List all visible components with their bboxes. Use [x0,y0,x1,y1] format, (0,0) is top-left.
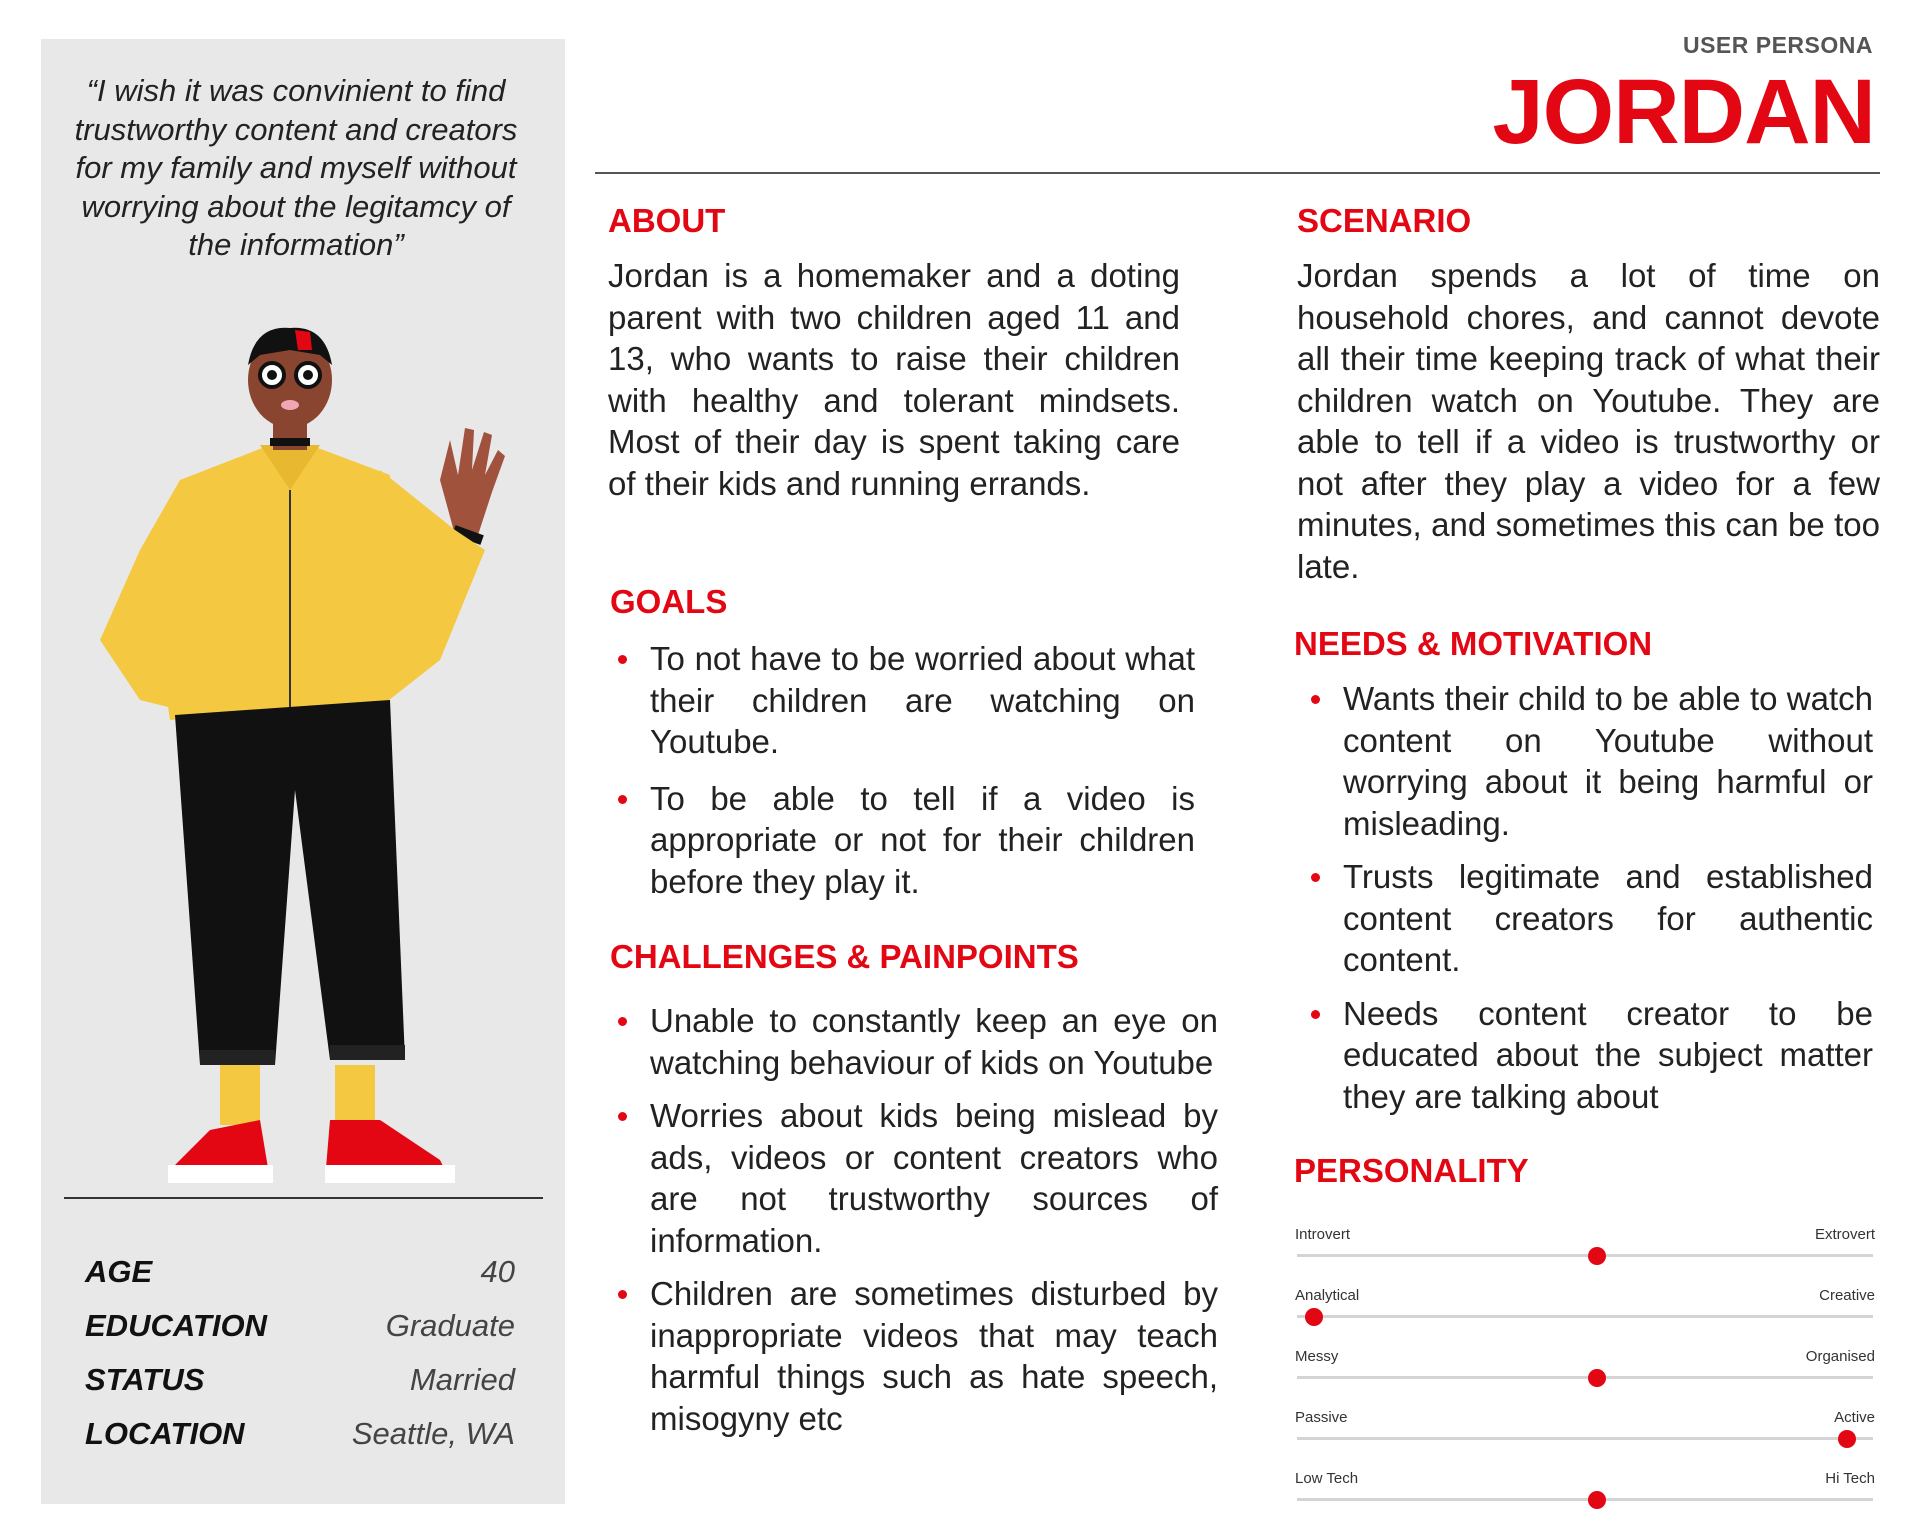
list-item: Unable to constantly keep an eye on watching behaviour of kids on Youtube [610,1000,1218,1083]
challenges-list [610,1000,1218,1439]
list-item: Children are sometimes disturbed by inappropriate videos that may teach harmful things such as hate speech, misogyny etc [610,1273,1218,1439]
slider-thumb[interactable] [1588,1247,1606,1265]
list-item: To be able to tell if a video is appropriate or not for their children before they play it. [610,778,1195,903]
needs-list [1303,678,1873,1117]
slider-right-label: Organised [1805,1348,1875,1365]
info-row-status [85,1353,515,1407]
slider-right-label: Active [1834,1409,1875,1426]
personality-sliders [1295,1220,1875,1525]
info-row-location [85,1407,515,1461]
info-row-education [85,1299,515,1353]
about-title: ABOUT [608,202,726,239]
slider-right-label: Hi Tech [1825,1470,1875,1487]
list-item: To not have to be worried about what their children are watching on Youtube. [610,638,1195,763]
challenges-title: CHALLENGES & PAINPOINTS [610,938,1079,975]
slider-track [1297,1315,1873,1318]
slider-track [1297,1437,1873,1440]
slider-left-label: Messy [1295,1348,1339,1365]
slider-track [1297,1254,1873,1257]
slider-right-label: Creative [1819,1287,1875,1304]
slider-analytical-creative [1295,1281,1875,1342]
slider-introvert-extrovert [1295,1220,1875,1281]
slider-thumb[interactable] [1305,1308,1323,1326]
info-label: LOCATION [85,1416,245,1451]
personality-title: PERSONALITY [1294,1152,1529,1189]
list-item: Wants their child to be able to watch content on Youtube without worrying about it being harmful or misleading. [1303,678,1873,844]
persona-name: JORDAN [1492,61,1875,163]
slider-thumb[interactable] [1588,1369,1606,1387]
goals-list [610,638,1195,902]
slider-track [1297,1376,1873,1379]
needs-title: NEEDS & MOTIVATION [1294,625,1653,662]
info-value: Married [409,1362,515,1397]
info-value: 40 [480,1254,515,1289]
info-row-age [85,1245,515,1299]
info-value: Graduate [385,1308,515,1343]
slider-left-label: Passive [1295,1409,1348,1426]
waving-person-illustration [60,320,550,1200]
info-value: Seattle, WA [351,1416,515,1451]
slider-passive-active [1295,1403,1875,1464]
list-item: Worries about kids being mislead by ads, videos or content creators who are not trustworthy sources of information. [610,1095,1218,1261]
slider-lowtech-hitech [1295,1464,1875,1525]
scenario-title: SCENARIO [1297,202,1472,239]
slider-thumb[interactable] [1838,1430,1856,1448]
persona-label: USER PERSONA [1682,32,1873,58]
header-divider [595,172,1880,174]
scenario-text: Jordan spends a lot of time on household chores, and cannot devote all their time keeping track of what their children watch on Youtube. They are able to tell if a video is trustworthy or not after they play a video for a few minutes, and sometimes this can be too late. [1297,257,1880,585]
list-item: Needs content creator to be educated about the subject matter they are talking about [1303,993,1873,1118]
slider-left-label: Introvert [1295,1226,1351,1243]
slider-right-label: Extrovert [1814,1226,1875,1243]
info-label: AGE [85,1254,153,1289]
slider-left-label: Analytical [1295,1287,1360,1304]
slider-track [1297,1498,1873,1501]
slider-left-label: Low Tech [1295,1470,1359,1487]
list-item: Trusts legitimate and established content creators for authentic content. [1303,856,1873,981]
slider-thumb[interactable] [1588,1491,1606,1509]
persona-quote: “I wish it was convinient to find trustworthy content and creators for my family and myself without worrying about the legitamcy of the information” [74,73,518,262]
info-label: STATUS [85,1362,205,1397]
goals-title: GOALS [610,583,728,620]
about-text: Jordan is a homemaker and a doting parent with two children aged 11 and 13, who wants to raise their children with healthy and tolerant mindsets. Most of their day is spent taking care of their kids and running errands. [608,257,1180,502]
info-label: EDUCATION [85,1308,267,1343]
persona-info-table [85,1245,515,1461]
ground-divider [64,1197,543,1199]
slider-messy-organised [1295,1342,1875,1403]
